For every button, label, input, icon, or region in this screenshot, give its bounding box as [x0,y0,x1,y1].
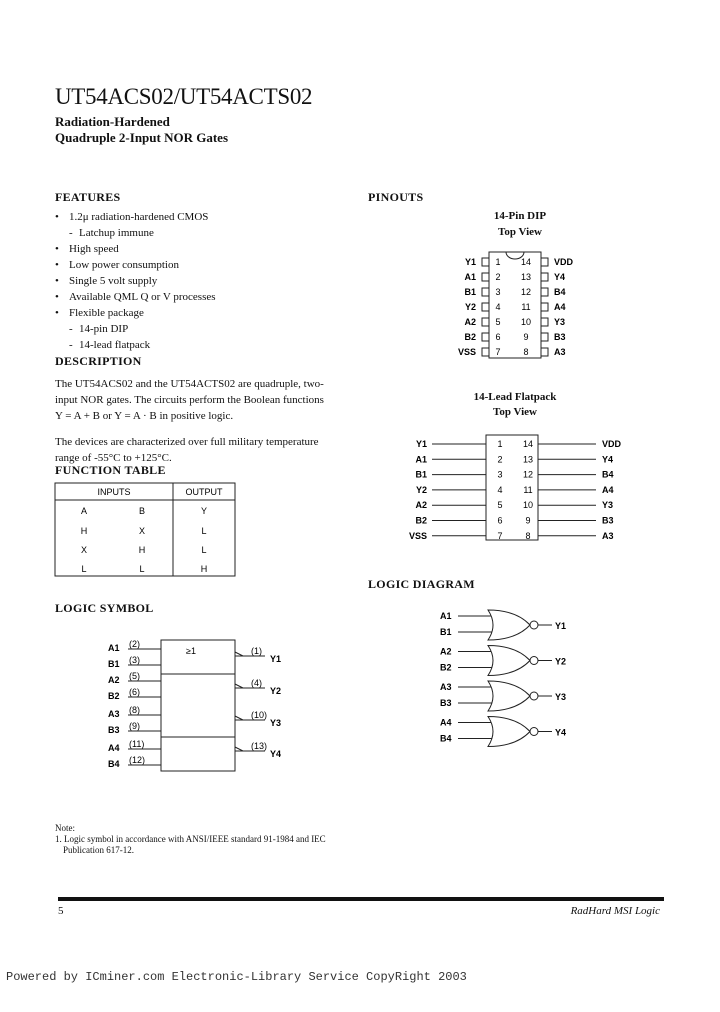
dip-pin-name: B4 [554,287,566,297]
flat-pin-name: Y2 [415,484,427,495]
flat-pin-name: Y1 [415,439,427,449]
logic-diagram [430,603,590,753]
flat-pin-name: Y3 [602,500,614,511]
dip-pin-name: Y2 [464,302,476,312]
dip-pinout [440,250,590,362]
dip-pin-number: 14 [520,257,532,267]
logic-diagram-heading: LOGIC DIAGRAM [368,577,475,591]
page-number: 5 [58,905,64,917]
dip-pin-left [482,288,489,296]
ft-group-output: OUTPUT [185,487,223,497]
flat-pin-name: Y4 [602,454,614,465]
ld-input-b: B4 [440,733,452,744]
dip-pin-name: B2 [464,332,476,342]
dip-pin-number: 1 [495,257,501,267]
ld-input-b: B2 [440,662,452,673]
feature-item: - Latchup immune [55,225,345,241]
ld-input-a: A3 [440,682,452,692]
description-heading: DESCRIPTION [55,354,142,368]
ft-cell: L [201,526,207,536]
ls-output-name: Y2 [270,686,282,696]
doc-subtitle-1: Radiation-Hardened [55,114,170,129]
flat-pin-number: 4 [497,484,503,495]
dip-pin-left [482,318,489,326]
dip-pin-number: 13 [520,272,532,282]
ft-column-header: B [138,506,146,516]
ld-inversion-bubble [530,692,538,700]
doc-subtitle-2: Quadruple 2-Input NOR Gates [55,130,228,145]
ls-output-name: Y3 [270,718,282,728]
ls-input-name: A4 [108,743,120,753]
flat-pin-name: B2 [415,515,427,526]
dip-pin-left [482,333,489,341]
ls-input-name: B2 [108,691,120,701]
dip-title: 14-Pin DIP [493,210,547,222]
footer-rule [58,897,664,901]
feature-item: - 14-lead flatpack [55,337,345,353]
flat-pin-number: 9 [525,515,531,526]
ls-input-name: A2 [108,675,120,685]
flatpack-view: Top View [493,406,537,418]
logic-symbol-heading: LOGIC SYMBOL [55,601,154,615]
flat-pin-number: 5 [497,500,503,511]
function-table-body [81,506,208,574]
nor-gate [440,610,566,640]
ls-output-pin: (10) [251,710,268,720]
description-line: The UT54ACS02 and the UT54ACTS02 are quadruple, two- [55,378,324,390]
dip-pin-name: A2 [464,317,476,327]
ft-cell: L [139,564,145,574]
ld-input-b: B3 [440,698,452,708]
ld-gate-body [488,681,530,711]
watermark: Powered by ICminer.com Electronic-Library Service CopyRight 2003 [6,970,467,984]
flat-pin-number: 12 [522,469,534,480]
flat-pin-name: VDD [602,439,622,449]
nor-gate [440,717,566,747]
dip-pin-number: 10 [520,317,532,327]
ls-input-pin: (8) [129,705,140,715]
feature-item: - 14-pin DIP [55,321,345,337]
flat-pin-number: 13 [522,454,534,465]
function-table-heading: FUNCTION TABLE [55,463,166,477]
ft-cell: H [80,526,88,536]
doc-title: UT54ACS02/UT54ACTS02 [55,84,313,109]
dip-pin-number: 8 [523,347,529,357]
feature-item: • 1.2μ radiation-hardened CMOS [55,209,345,225]
flat-pin-number: 2 [497,454,503,465]
ls-input-pin: (11) [129,739,145,749]
description-line: The devices are characterized over full military temperature [55,436,319,448]
ft-cell: H [138,545,146,555]
ld-inversion-bubble [530,728,538,736]
ls-negation-mark [235,652,243,656]
flat-pin-name: VSS [408,530,427,541]
function-table [54,482,236,578]
ld-output: Y1 [555,621,567,631]
ld-input-a: A4 [440,717,452,728]
ld-output: Y2 [555,656,567,667]
dip-pin-left [482,273,489,281]
dip-pin-number: 6 [495,332,501,342]
description-line: input NOR gates. The circuits perform the Boolean functions [55,394,324,406]
ls-input-pin: (12) [129,755,146,765]
dip-view: Top View [498,226,542,238]
ld-inversion-bubble [530,621,538,629]
flat-pin-number: 14 [522,439,534,449]
ld-inversion-bubble [530,657,538,665]
ld-input-b: B1 [440,627,452,637]
flat-pin-number: 3 [497,469,503,480]
ld-input-a: A1 [440,611,452,621]
ft-cell: L [201,545,207,555]
ft-cell: X [80,545,88,555]
dip-pin-name: VSS [457,347,476,357]
nor-gate [440,646,566,676]
dip-pin-right [541,348,548,356]
dip-pin-left [482,258,489,266]
features-heading: FEATURES [55,190,121,204]
ls-output-pin: (13) [251,741,268,751]
ld-output: Y4 [555,727,567,738]
flat-pin-name: A4 [602,484,614,495]
flatpack-pinout [400,432,630,544]
ft-column-header: Y [200,506,208,516]
dip-pin-number: 12 [520,287,532,297]
pinouts-heading: PINOUTS [368,190,424,204]
flat-pin-number: 7 [497,530,503,541]
flat-pin-number: 11 [523,484,533,495]
ls-input-name: B1 [108,659,120,669]
ft-column-header: A [80,506,88,516]
dip-pin-left [482,348,489,356]
description-line: Y = A + B or Y = A · B in positive logic. [55,410,234,422]
ls-output-name: Y1 [270,654,282,664]
ft-group-inputs: INPUTS [97,487,131,497]
footer-right-label: RadHard MSI Logic [570,905,660,917]
ls-input-name: B3 [108,725,120,735]
dip-pin-right [541,318,548,326]
dip-pin-number: 3 [495,287,501,297]
ft-cell: L [81,564,87,574]
feature-item: • Low power consumption [55,257,345,273]
flat-pin-name: B3 [602,515,614,526]
flat-pin-name: B4 [602,469,614,480]
flat-pin-number: 1 [497,439,503,449]
ls-input-name: A1 [108,643,120,653]
ld-gate-body [488,717,530,747]
ls-input-pin: (6) [129,687,140,697]
description-line: range of -55°C to +125°C. [55,452,172,464]
ld-gate-body [488,646,530,676]
ls-input-pin: (2) [129,639,140,649]
flat-pin-name: A2 [415,500,427,511]
dip-pin-name: A1 [464,272,476,282]
dip-pin-name: Y3 [554,317,566,327]
ls-input-pin: (9) [129,721,140,731]
dip-pin-right [541,303,548,311]
ls-output-pin: (4) [251,678,262,688]
dip-pin-name: B1 [464,287,476,297]
ls-input-pin: (5) [129,671,140,681]
description-text [55,376,355,466]
ls-input-pin: (3) [129,655,140,665]
ld-input-a: A2 [440,646,452,657]
flat-pin-name: A1 [415,454,427,465]
gate-label: ≥1 [186,646,196,656]
features-list [55,209,345,353]
flat-pin-number: 6 [497,515,503,526]
note-line: Publication 617-12. [63,845,134,855]
dip-pin-number: 11 [521,302,531,312]
dip-pin-right [541,333,548,341]
ft-cell: X [138,526,146,536]
note-heading: Note: [55,823,75,833]
flat-pin-number: 8 [525,530,531,541]
ls-output-pin: (1) [251,646,262,656]
dip-pin-name: A3 [554,347,566,357]
feature-item: • High speed [55,241,345,257]
dip-pin-name: VDD [554,257,574,267]
dip-pin-number: 5 [495,317,501,327]
dip-pin-name: Y4 [554,272,566,282]
ls-output-name: Y4 [270,749,282,759]
dip-pin-name: B3 [554,332,566,342]
ft-cell: H [200,564,208,574]
logic-symbol [100,634,300,776]
ls-negation-mark [235,747,243,751]
ls-negation-mark [235,716,243,720]
dip-pin-left [482,303,489,311]
ls-input-name: A3 [108,709,120,719]
feature-item: • Available QML Q or V processes [55,289,345,305]
dip-pin-name: A4 [554,302,566,312]
dip-pin-right [541,288,548,296]
nor-gate [440,681,566,711]
ld-output: Y3 [555,692,567,702]
flat-pin-name: B1 [415,469,427,480]
dip-pin-number: 4 [495,302,501,312]
dip-pin-right [541,273,548,281]
ls-negation-mark [235,684,243,688]
dip-pin-number: 7 [495,347,501,357]
ld-gate-body [488,610,530,640]
dip-pin-name: Y1 [464,257,476,267]
flat-pin-name: A3 [602,530,614,541]
feature-item: • Flexible package [55,305,345,321]
note-line: 1. Logic symbol in accordance with ANSI/IEEE standard 91-1984 and IEC [55,834,326,844]
dip-pin-number: 9 [523,332,529,342]
dip-pin-number: 2 [495,272,501,282]
flat-pin-number: 10 [522,500,534,511]
flatpack-title: 14-Lead Flatpack [473,391,557,403]
ls-input-name: B4 [108,759,120,769]
feature-item: • Single 5 volt supply [55,273,345,289]
dip-pin-right [541,258,548,266]
